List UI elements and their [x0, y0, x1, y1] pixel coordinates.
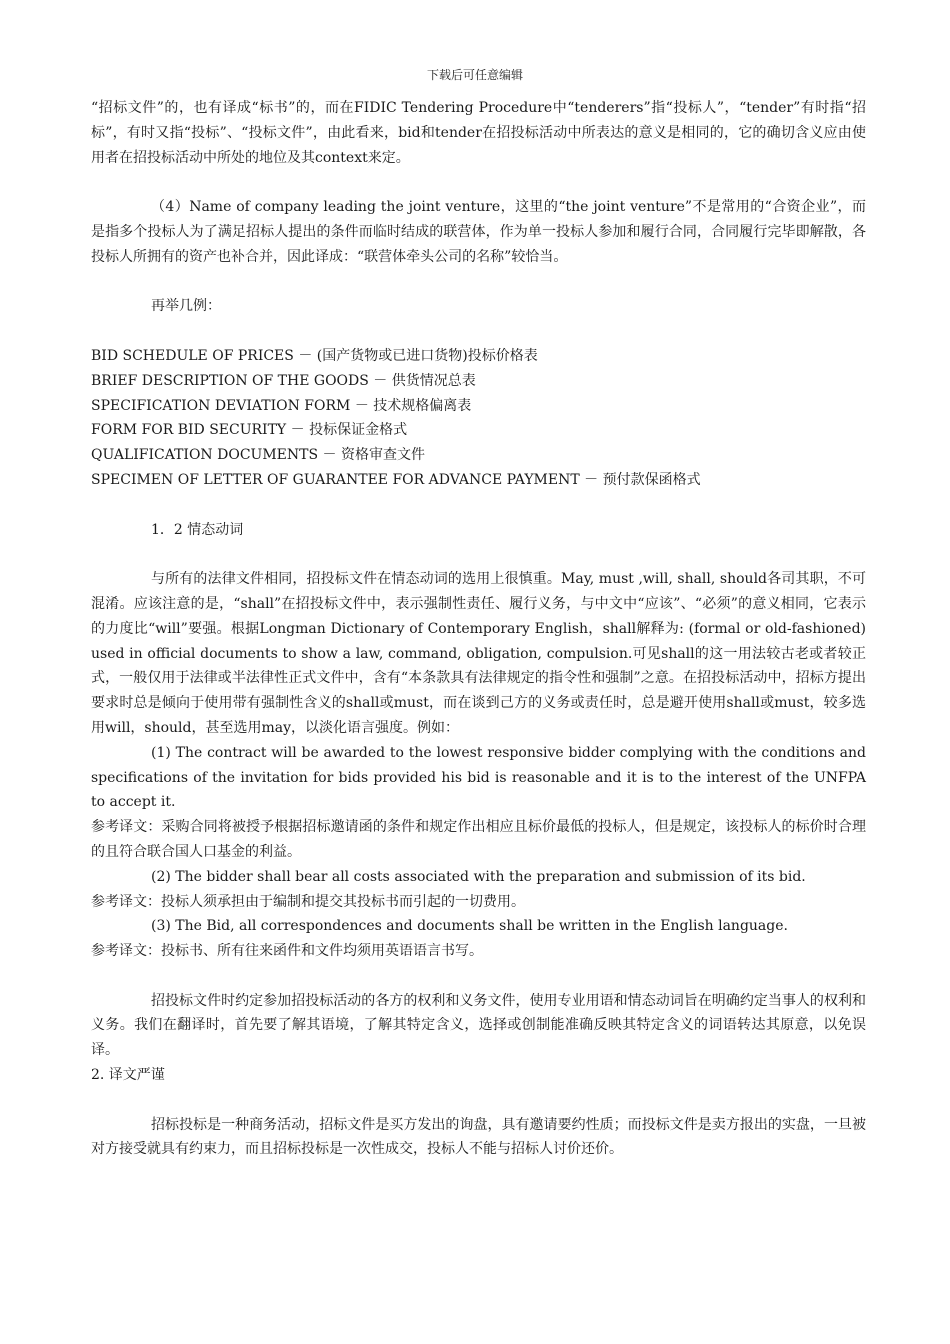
example-item: BID SCHEDULE OF PRICES － (国产货物或已进口货物)投标价格表: [91, 347, 538, 364]
example-2-translation: 参考译文：投标人须承担由于编制和提交其投标书而引起的一切费用。: [91, 893, 525, 910]
example-2-english: (2) The bidder shall bear all costs associated with the preparation and submission of its bid.: [151, 868, 806, 885]
example-1-english: (1) The contract will be awarded to the lowest responsive bidder complying with the conditions and specifications of the invitation for bids provided his bid is reasonable and it is to the interest of the UNFPA to accept it.: [91, 744, 866, 811]
paragraph-joint-venture: （4）Name of company leading the joint venture，这里的“the joint venture”不是常用的“合资企业”，而是指多个投标人为了满足招标人提出的条件而临时结成的联营体，作为单一投标人参加和履行合同，合同履行完毕即解散，各投标人所拥有的资产也补合并，因此译成：“联营体牵头公司的名称”较恰当。: [91, 199, 866, 265]
section-heading-rigorous-translation: 2. 译文严谨: [91, 1067, 165, 1084]
example-1-translation: 参考译文：采购合同将被授予根据招标邀请函的条件和规定作出相应且标价最低的投标人，但是规定，该投标人的标价时合理的且符合联合国人口基金的利益。: [91, 819, 866, 860]
example-item: SPECIMEN OF LETTER OF GUARANTEE FOR ADVANCE PAYMENT － 预付款保函格式: [91, 471, 701, 488]
example-3-english: (3) The Bid, all correspondences and documents shall be written in the English language.: [151, 918, 788, 935]
example-list: [91, 344, 866, 493]
document-body: [91, 96, 866, 1162]
paragraph-more-examples: 再举几例：: [151, 298, 221, 315]
section-heading-modal-verbs: 1．2 情态动词: [151, 521, 244, 538]
example-3-translation: 参考译文：投标书、所有往来函件和文件均须用英语语言书写。: [91, 943, 483, 960]
example-item: QUALIFICATION DOCUMENTS － 资格审查文件: [91, 447, 425, 464]
paragraph-business-activity: 招标投标是一种商务活动，招标文件是买方发出的询盘，具有邀请要约性质；而投标文件是卖方报出的实盘，一旦被对方接受就具有约束力，而且招标投标是一次性成交，投标人不能与招标人讨价还价。: [91, 1116, 866, 1158]
paragraph-bid-tender: “招标文件”的，也有译成“标书”的，而在FIDIC Tendering Procedure中“tenderers”指“投标人”，“tender”有时指“招标”，有时又指“投标”、“投标文件”，由此看来，bid和tender在招投标活动中所表达的意义是相同的，它的确切含义应由使用者在招投标活动中所处的地位及其context来定。: [91, 100, 866, 166]
example-item: SPECIFICATION DEVIATION FORM － 技术规格偏离表: [91, 397, 472, 414]
example-item: FORM FOR BID SECURITY － 投标保证金格式: [91, 422, 408, 439]
paragraph-modal-verbs: 与所有的法律文件相同，招投标文件在情态动词的选用上很慎重。May, must ,will, shall, should各司其职，不可混淆。应该注意的是，“shall”在招投标文件中，表示强制性责任、履行义务，与中文中“应该”、“必须”的意义相同，它表示的力度比“will”要强。根据Longman Dictionary of Contemporary English，shall解释为: (formal or old-fashioned) used in official documents to show a law, command, obligation, compulsion.可见shall的这一用法较古老或者较正式，一般仅用于法律或半法律性正式文件中，含有“本条款具有法律规定的指令性和强制”之意。在招投标活动中，招标方提出要求时总是倾向于使用带有强制性含义的shall或must，而在谈到己方的义务或责任时，总是避开使用shall或must，较多选用will，should，甚至选用may，以淡化语言强度。例如：: [91, 571, 866, 736]
paragraph-rights-obligations: 招投标文件时约定参加招投标活动的各方的权利和义务文件，使用专业用语和情态动词旨在明确约定当事人的权利和义务。我们在翻译时，首先要了解其语境，了解其特定含义，选择或创制能准确反映其特定含义的词语转达其原意，以免误译。: [91, 992, 866, 1059]
example-item: BRIEF DESCRIPTION OF THE GOODS － 供货情况总表: [91, 372, 476, 389]
page-header: 下载后可任意编辑: [426, 68, 523, 82]
